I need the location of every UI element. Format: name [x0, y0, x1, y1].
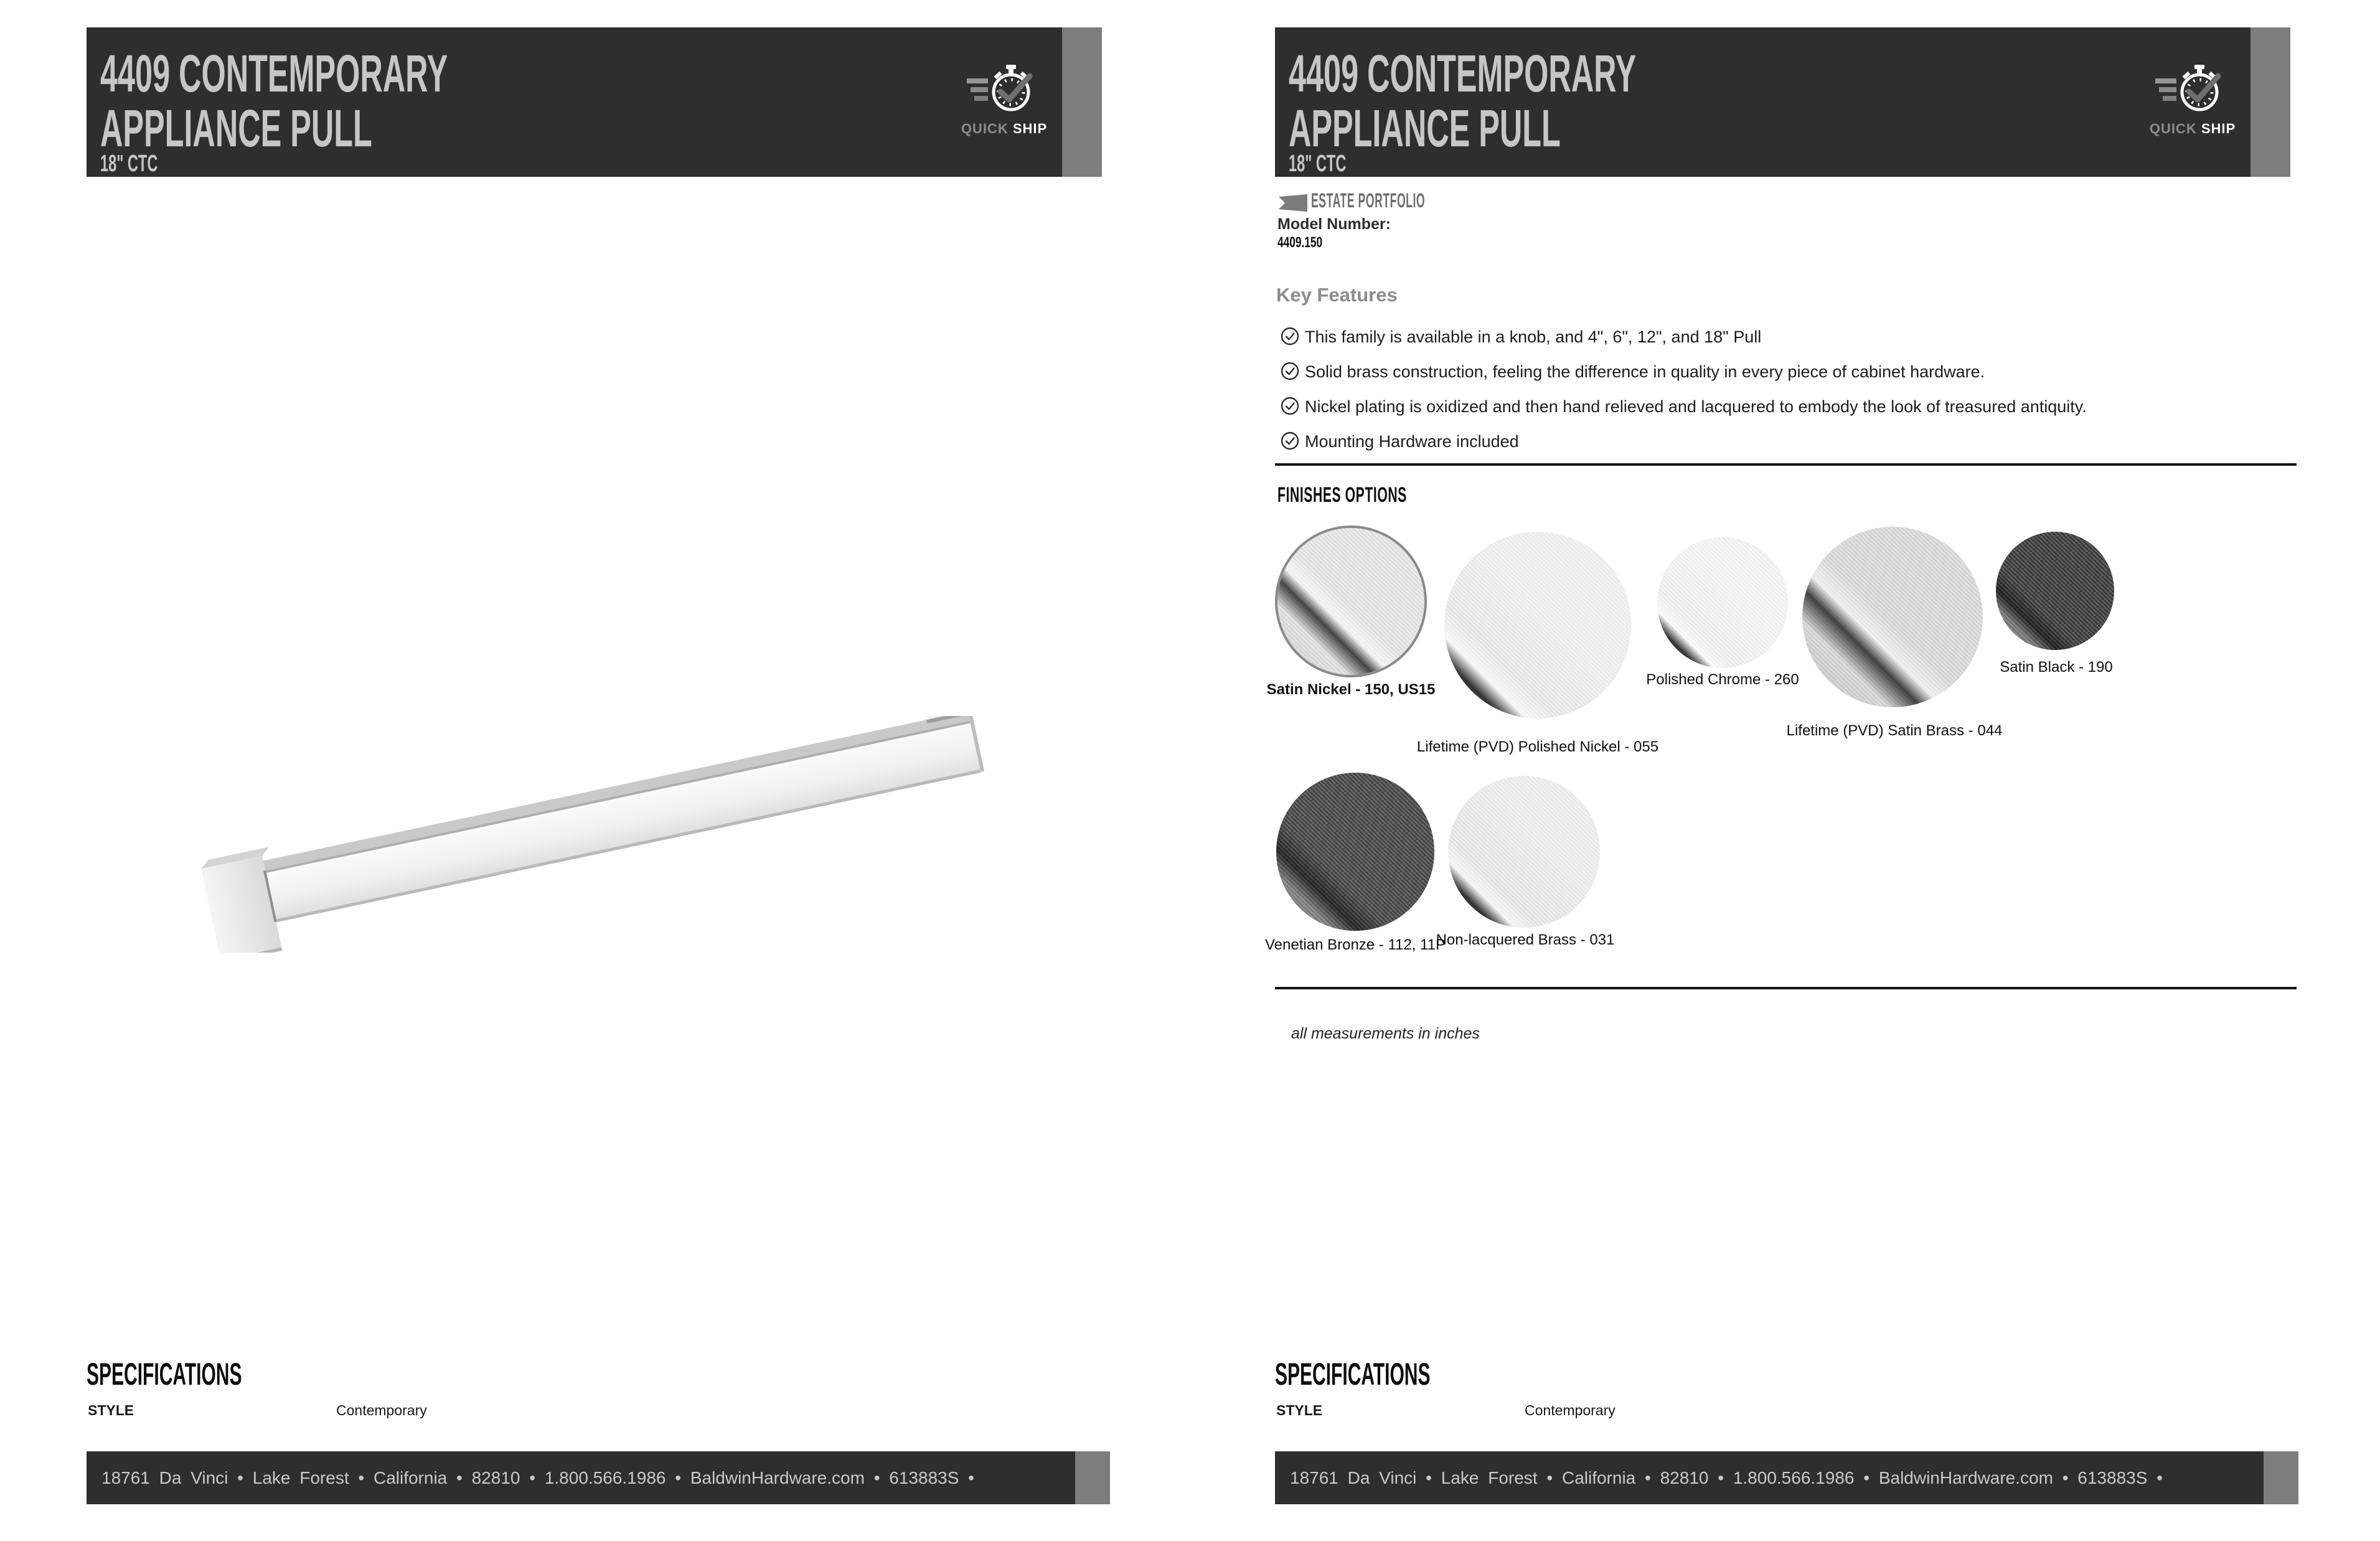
title-line1: 4409 CONTEMPORARY — [1289, 44, 1637, 103]
key-feature-text: Mounting Hardware included — [1305, 432, 1519, 451]
specifications-heading: SPECIFICATIONS — [87, 1357, 242, 1392]
finish-swatch-satin-nickel — [1275, 525, 1427, 677]
header-bar — [1275, 27, 2251, 177]
measurements-note: all measurements in inches — [1291, 1025, 1480, 1042]
page-left — [87, 0, 1115, 1541]
finish-label: Polished Chrome - 260 — [1646, 671, 1799, 688]
title-subtitle: 18" CTC — [1289, 151, 1347, 177]
model-number-value: 4409.150 — [1277, 234, 1323, 251]
header-accent-strip — [2251, 27, 2290, 177]
header-bar — [87, 27, 1062, 177]
finish-label: Lifetime (PVD) Polished Nickel - 055 — [1416, 738, 1659, 755]
estate-portfolio-ribbon-icon — [1279, 194, 1307, 215]
footer-accent-strip — [2264, 1451, 2298, 1504]
finish-swatch-polished-chrome — [1657, 537, 1788, 668]
spec-style-label: STYLE — [88, 1402, 134, 1418]
title-subtitle: 18" CTC — [100, 151, 158, 177]
check-circle-icon — [1280, 326, 1300, 349]
quick-ship-label: QUICK SHIP — [961, 121, 1048, 136]
key-feature-text: This family is available in a knob, and 4", 6", 12", and 18" Pull — [1305, 328, 1762, 346]
finish-label: Satin Black - 190 — [2000, 659, 2113, 676]
page-title — [1289, 46, 1868, 156]
spec-style-value: Contemporary — [1525, 1402, 1616, 1418]
page-title — [100, 46, 679, 156]
finish-label: Satin Nickel - 150, US15 — [1266, 681, 1436, 698]
footer-text: 18761 Da Vinci • Lake Forest • California • 82810 • 1.800.566.1986 • BaldwinHardware.com • 613883S • — [101, 1468, 974, 1487]
footer-text: 18761 Da Vinci • Lake Forest • California • 82810 • 1.800.566.1986 • BaldwinHardware.com • 613883S • — [1290, 1468, 2163, 1487]
title-line1: 4409 CONTEMPORARY — [100, 44, 448, 103]
page-right — [1265, 0, 2303, 1541]
finish-swatch-non-lacquered-brass — [1448, 776, 1600, 928]
title-line2: APPLIANCE PULL — [100, 99, 372, 158]
finishes-options-heading: FINISHES OPTIONS — [1277, 483, 1407, 507]
key-feature-text: Nickel plating is oxidized and then hand relieved and lacquered to embody the look of treasured antiquity. — [1305, 397, 2087, 416]
check-circle-icon — [1280, 431, 1300, 454]
divider — [1275, 987, 2297, 989]
check-circle-icon — [1280, 396, 1300, 419]
product-image-appliance-pull — [186, 716, 995, 953]
footer-bar — [87, 1451, 1075, 1504]
divider — [1275, 463, 2297, 466]
estate-portfolio-label: ESTATE PORTFOLIO — [1311, 189, 1426, 212]
quick-ship-stopwatch-icon — [963, 61, 1045, 120]
title-line2: APPLIANCE PULL — [1289, 99, 1561, 158]
footer-accent-strip — [1075, 1451, 1110, 1504]
key-features-heading: Key Features — [1276, 284, 1398, 306]
key-feature-text: Solid brass construction, feeling the difference in quality in every piece of cabinet hardware. — [1305, 362, 1985, 381]
check-circle-icon — [1280, 361, 1300, 384]
header-accent-strip — [1062, 27, 1102, 177]
specifications-heading: SPECIFICATIONS — [1275, 1357, 1431, 1392]
finish-swatch-venetian-bronze — [1276, 773, 1434, 931]
quick-ship-badge — [961, 61, 1048, 173]
model-number-label: Model Number: — [1277, 215, 1391, 233]
finish-label: Lifetime (PVD) Satin Brass - 044 — [1786, 722, 2003, 739]
spec-style-value: Contemporary — [336, 1402, 427, 1418]
quick-ship-stopwatch-icon — [2152, 61, 2234, 120]
finish-swatch-satin-black — [1996, 532, 2114, 650]
quick-ship-badge — [2149, 61, 2236, 173]
quick-ship-label: QUICK SHIP — [2149, 121, 2236, 136]
finish-label: Venetian Bronze - 112, 11P — [1265, 936, 1446, 953]
footer-bar — [1275, 1451, 2264, 1504]
finish-label: Non-lacquered Brass - 031 — [1436, 931, 1615, 948]
spec-style-label: STYLE — [1276, 1402, 1323, 1418]
